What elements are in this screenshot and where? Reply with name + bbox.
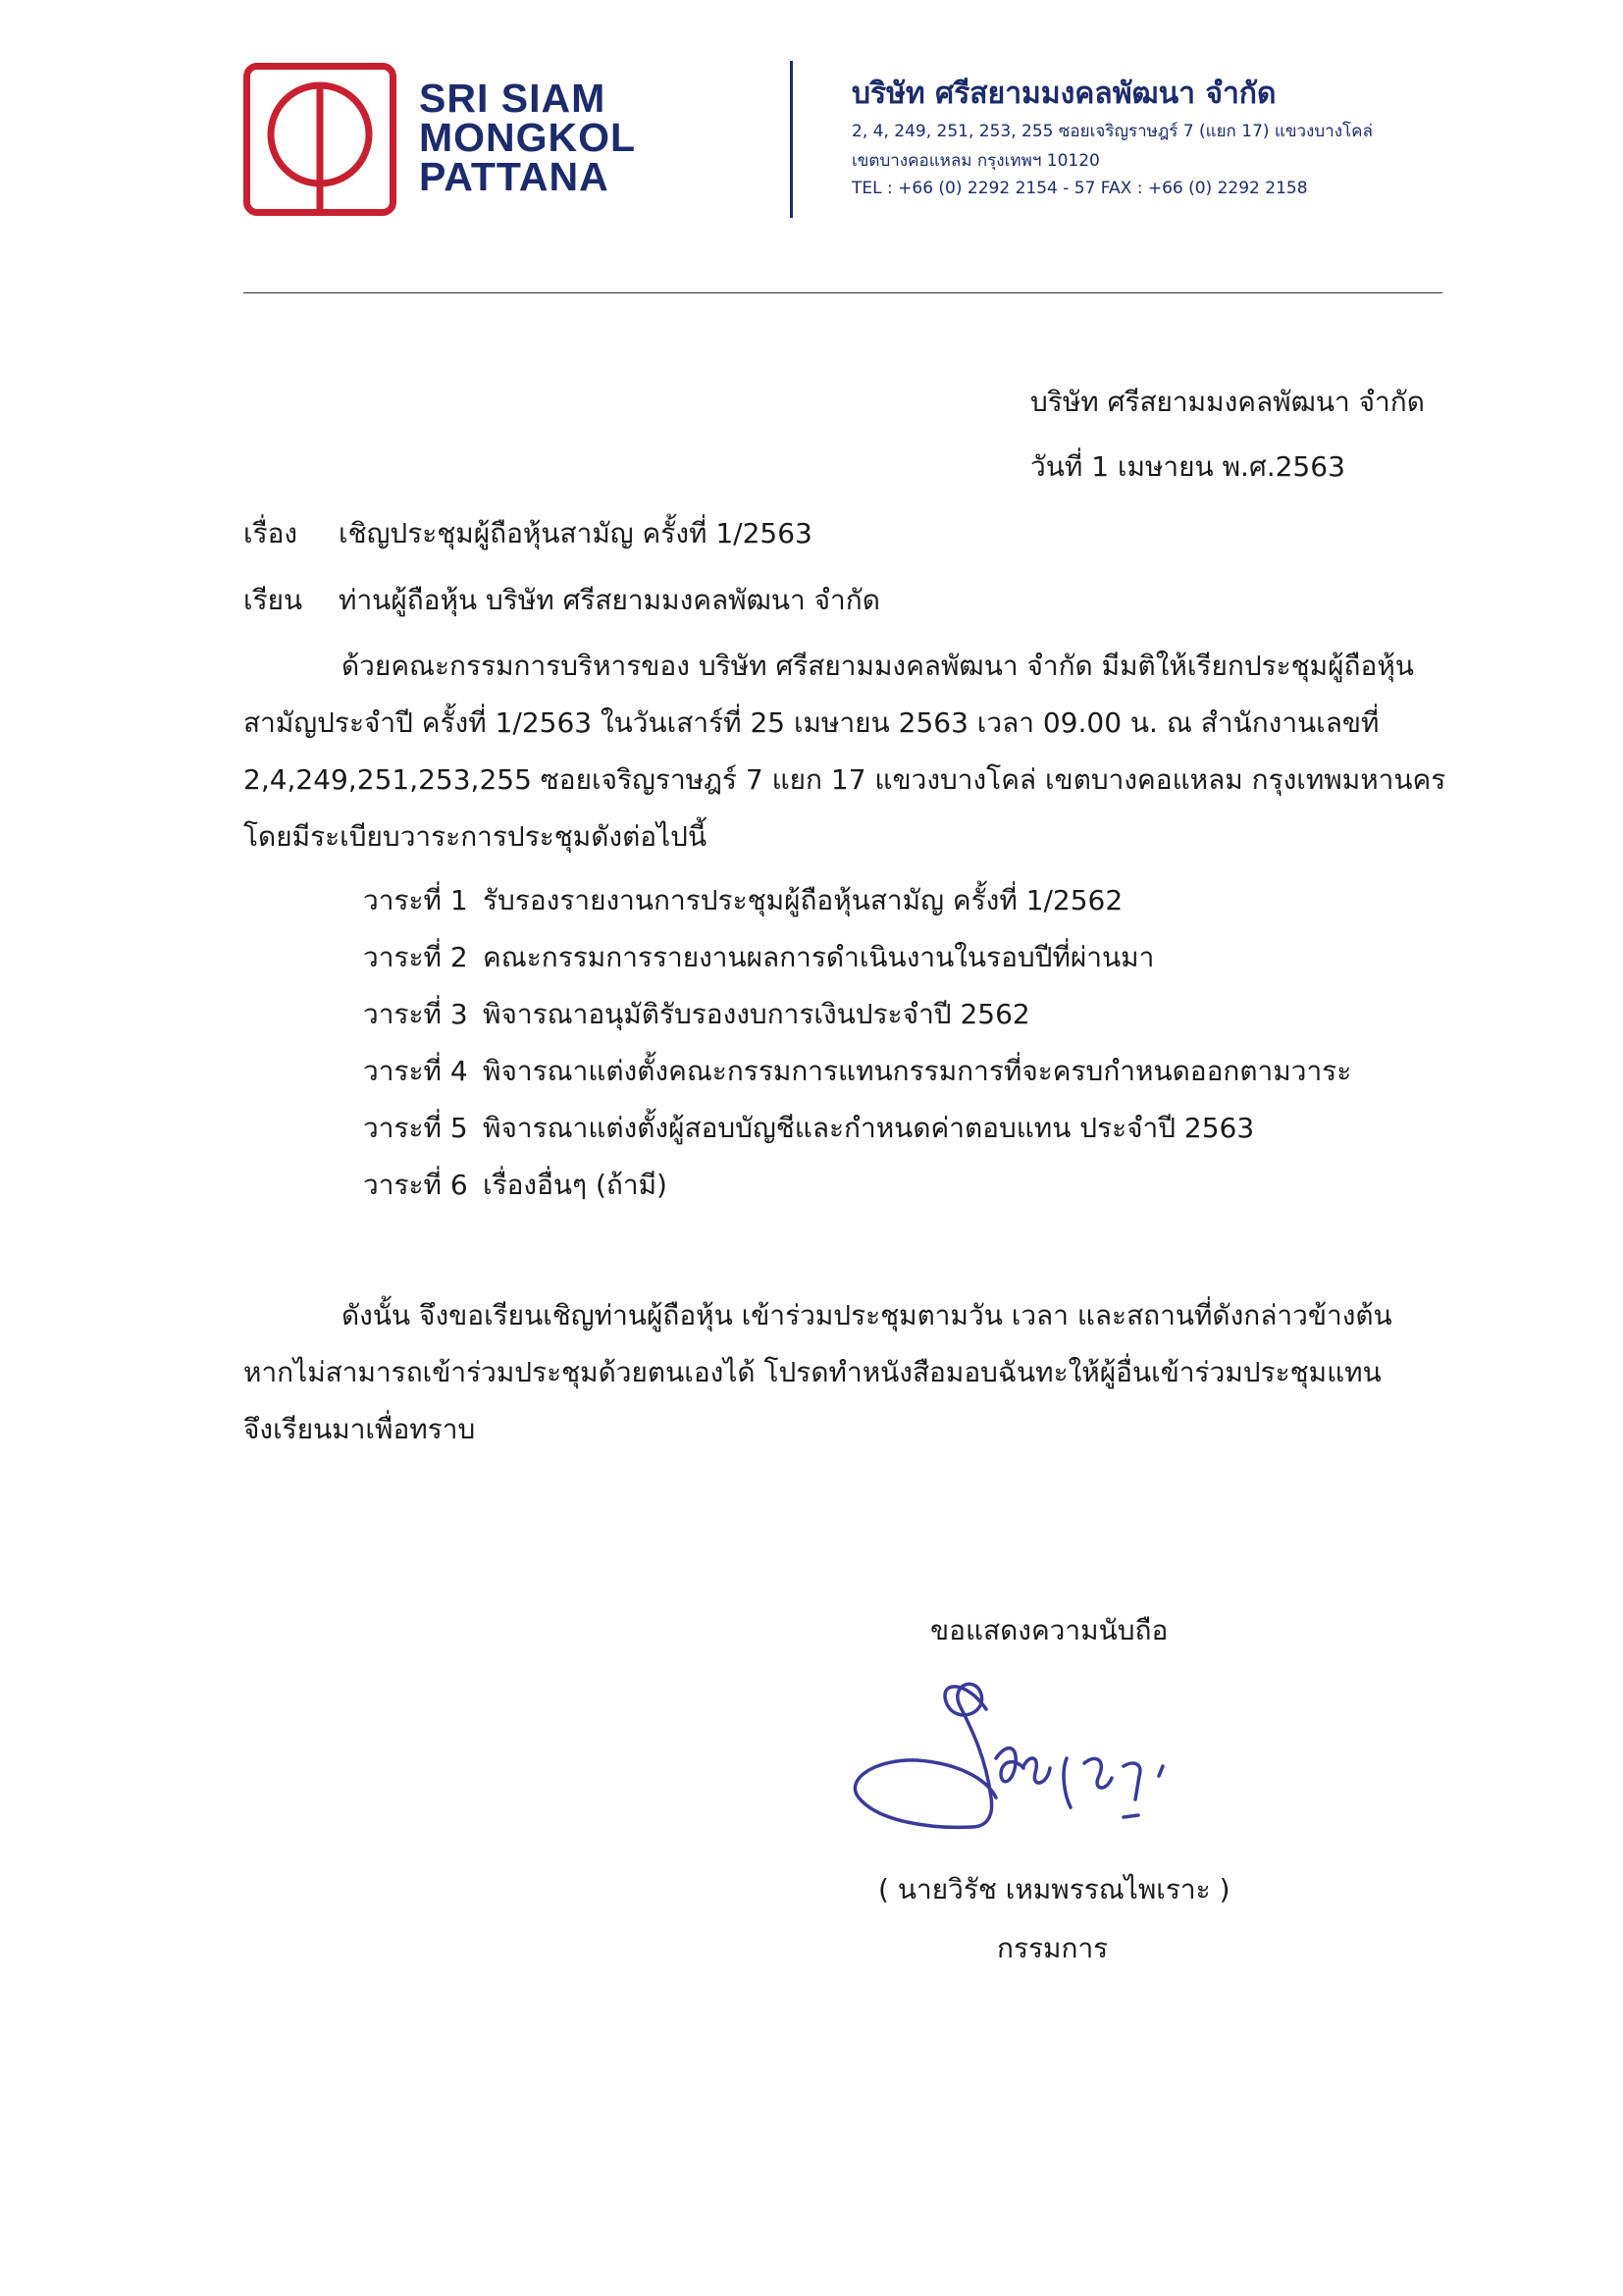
intro-paragraph xyxy=(243,638,1446,865)
contact-line: TEL : +66 (0) 2292 2154 - 57 FAX : +66 (0) 2292 2158 xyxy=(852,179,1308,198)
address-line-1: 2, 4, 249, 251, 253, 255 ซอยเจริญราษฎร์ 7 (แยก 17) แขวงบางโคล่ xyxy=(852,122,1373,141)
signer-name: ( นายวิรัช เหมพรรณไพเราะ ) xyxy=(878,1873,1230,1905)
address-line-2: เขตบางคอแหลม กรุงเทพฯ 10120 xyxy=(852,151,1100,171)
closing-line: หากไม่สามารถเข้าร่วมประชุมด้วยตนเองได้ โปรดทำหนังสือมอบฉันทะให้ผู้อื่นเข้าร่วมประชุมแทน xyxy=(243,1356,1382,1388)
handwritten-signature xyxy=(839,1650,1251,1870)
logo-line-2: MONGKOL xyxy=(419,115,637,160)
agenda-item xyxy=(363,1111,1254,1146)
logo-mark-icon xyxy=(250,70,390,209)
intro-line: โดยมีระเบียบวาระการประชุมดังต่อไปนี้ xyxy=(243,820,707,853)
logo-line-3: PATTANA xyxy=(419,154,609,199)
agenda-item xyxy=(363,883,1123,918)
agenda-number: วาระที่ 5 xyxy=(363,1112,468,1144)
header-rule xyxy=(243,292,1442,293)
letterhead-divider xyxy=(790,61,793,218)
agenda-text: พิจารณาอนุมัติรับรองงบการเงินประจำปี 2562 xyxy=(483,998,1030,1030)
logo-wordmark xyxy=(419,76,637,199)
sender-company: บริษัท ศรีสยามมงคลพัฒนา จำกัด xyxy=(1030,386,1425,418)
signer-title: กรรมการ xyxy=(997,1932,1109,1964)
regards-text: ขอแสดงความนับถือ xyxy=(930,1614,1169,1646)
letter-date: วันที่ 1 เมษายน พ.ศ.2563 xyxy=(1030,450,1345,483)
closing-line: ดังนั้น จึงขอเรียนเชิญท่านผู้ถือหุ้น เข้าร่วมประชุมตามวัน เวลา และสถานที่ดังกล่าวข้างต้น xyxy=(341,1299,1392,1331)
agenda-number: วาระที่ 1 xyxy=(363,884,468,916)
agenda-number: วาระที่ 2 xyxy=(363,941,468,973)
agenda-item xyxy=(363,940,1154,975)
agenda-item xyxy=(363,1054,1351,1089)
intro-line: 2,4,249,251,253,255 ซอยเจริญราษฎร์ 7 แยก 17 แขวงบางโคล่ เขตบางคอแหลม กรุงเทพมหานคร xyxy=(243,763,1446,796)
company-logo xyxy=(243,63,396,216)
subject-label: เรื่อง xyxy=(243,517,298,549)
recipient-label: เรียน xyxy=(243,584,303,616)
signature-icon xyxy=(839,1650,1251,1866)
agenda-text: คณะกรรมการรายงานผลการดำเนินงานในรอบปีที่ผ่านมา xyxy=(483,941,1155,973)
intro-line: ด้วยคณะกรรมการบริหารของ บริษัท ศรีสยามมงคลพัฒนา จำกัด มีมติให้เรียกประชุมผู้ถือหุ้น xyxy=(341,650,1414,682)
agenda-number: วาระที่ 6 xyxy=(363,1169,468,1201)
agenda-text: รับรองรายงานการประชุมผู้ถือหุ้นสามัญ ครั้งที่ 1/2562 xyxy=(483,884,1124,916)
closing-paragraph xyxy=(243,1287,1442,1458)
agenda-text: พิจารณาแต่งตั้งผู้สอบบัญชีและกำหนดค่าตอบแทน ประจำปี 2563 xyxy=(483,1112,1255,1144)
agenda-item xyxy=(363,997,1030,1032)
intro-line: สามัญประจำปี ครั้งที่ 1/2563 ในวันเสาร์ที่ 25 เมษายน 2563 เวลา 09.00 น. ณ สำนักงานเลขที่ xyxy=(243,706,1380,739)
recipient-text: ท่านผู้ถือหุ้น บริษัท ศรีสยามมงคลพัฒนา จำกัด xyxy=(339,584,880,616)
agenda-number: วาระที่ 4 xyxy=(363,1055,468,1087)
agenda-text: เรื่องอื่นๆ (ถ้ามี) xyxy=(483,1169,667,1201)
agenda-item xyxy=(363,1168,667,1203)
subject-text: เชิญประชุมผู้ถือหุ้นสามัญ ครั้งที่ 1/2563 xyxy=(339,517,812,549)
company-name-thai: บริษัท ศรีสยามมงคลพัฒนา จำกัด xyxy=(852,77,1277,111)
closing-line: จึงเรียนมาเพื่อทราบ xyxy=(243,1413,476,1445)
agenda-number: วาระที่ 3 xyxy=(363,998,468,1030)
logo-line-1: SRI SIAM xyxy=(419,76,606,121)
agenda-text: พิจารณาแต่งตั้งคณะกรรมการแทนกรรมการที่จะครบกำหนดออกตามวาระ xyxy=(483,1055,1352,1087)
